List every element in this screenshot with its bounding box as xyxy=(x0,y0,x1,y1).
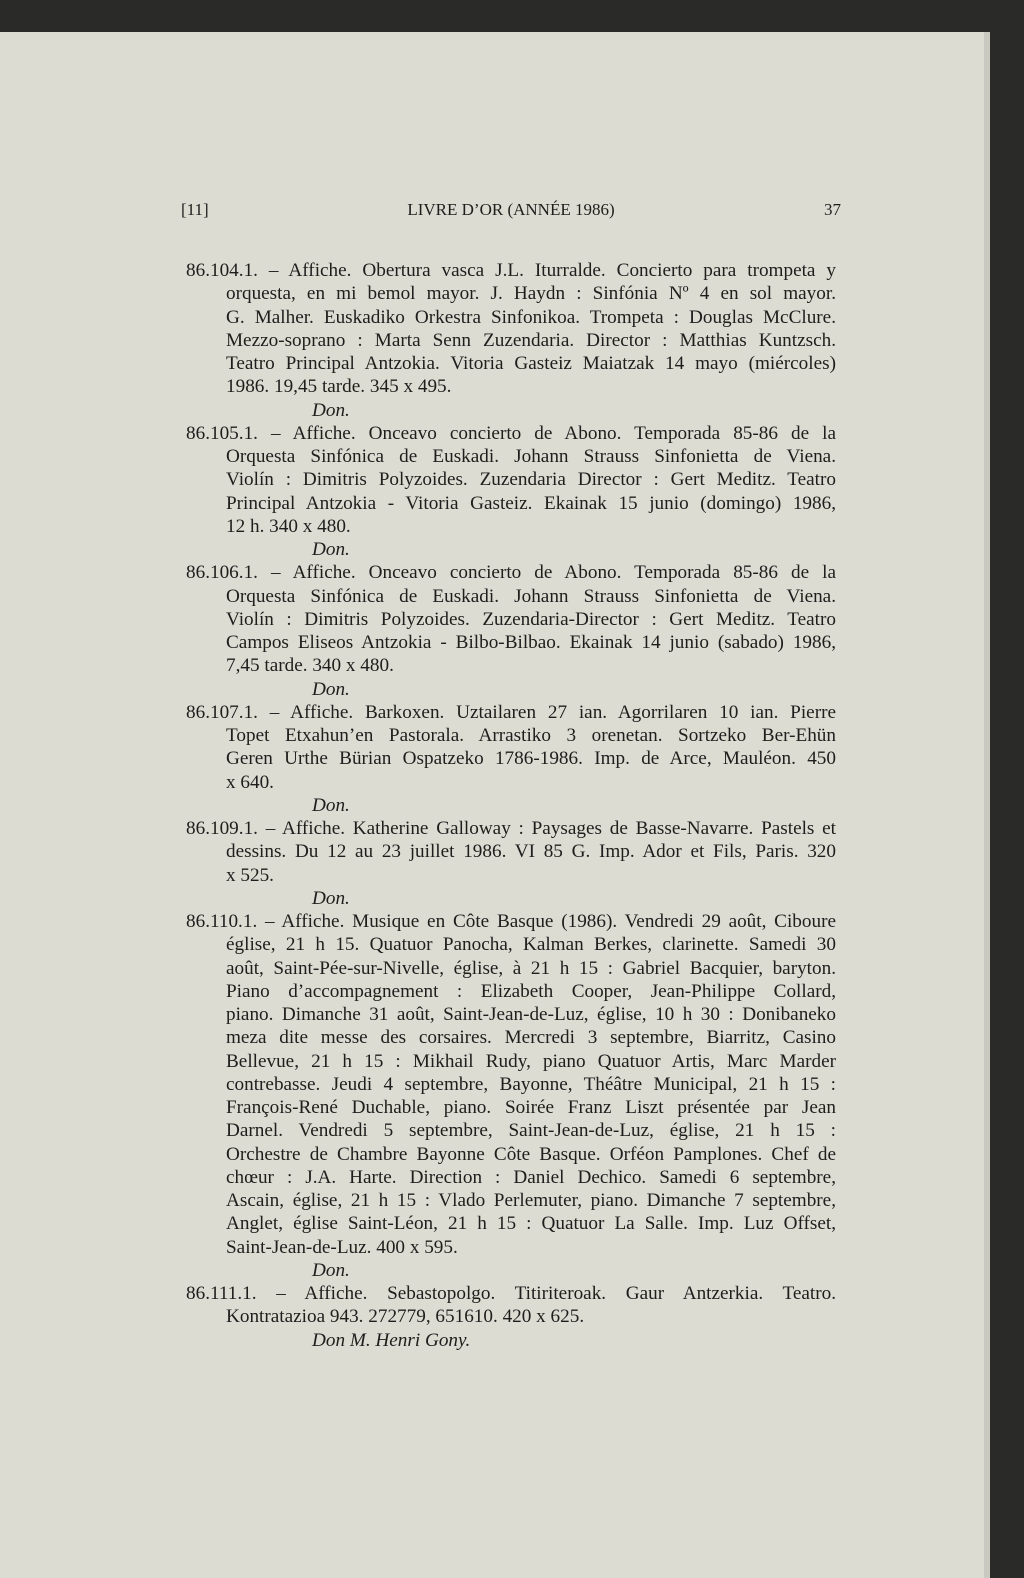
running-title: LIVRE D’OR (ANNÉE 1986) xyxy=(407,200,615,219)
catalogue-entry xyxy=(186,1282,836,1352)
catalogue-entry xyxy=(186,817,836,910)
entry-line: Orquesta Sinfónica de Euskadi. Johann Strauss Sinfonietta de Viena. xyxy=(226,585,836,607)
catalogue-entries xyxy=(186,259,836,1352)
entry-donor: Don M. Henri Gony. xyxy=(312,1329,471,1351)
running-header xyxy=(181,200,841,224)
entry-line: Anglet, église Saint-Léon, 21 h 15 : Quatuor La Salle. Imp. Luz Offset, xyxy=(226,1213,836,1235)
entry-line: août, Saint-Pée-sur-Nivelle, église, à 21 h 15 : Gabriel Bacquier, baryton. xyxy=(226,957,836,979)
entry-line: orquesta, en mi bemol mayor. J. Haydn : Sinfónia Nº 4 en sol mayor. xyxy=(226,283,836,305)
entry-line: meza dite messe des corsaires. Mercredi 3 septembre, Biarritz, Casino xyxy=(226,1027,836,1049)
entry-line: 12 h. 340 x 480. xyxy=(226,515,351,537)
entry-first-line: 86.111.1. – Affiche. Sebastopolgo. Titiriteroak. Gaur Antzerkia. Teatro. xyxy=(186,1283,836,1304)
entry-line: 7,45 tarde. 340 x 480. xyxy=(226,655,394,677)
entry-line: Bellevue, 21 h 15 : Mikhail Rudy, piano Quatuor Artis, Marc Marder xyxy=(226,1050,836,1072)
entry-donor: Don. xyxy=(312,794,350,816)
catalogue-entry xyxy=(186,561,836,701)
catalogue-entry xyxy=(186,422,836,562)
entry-first-line: 86.109.1. – Affiche. Katherine Galloway : Paysages de Basse-Navarre. Pastels et xyxy=(186,818,836,839)
entry-line: Mezzo-soprano : Marta Senn Zuzendaria. Director : Matthias Kuntzsch. xyxy=(226,329,836,351)
entry-line: Teatro Principal Antzokia. Vitoria Gasteiz Maiatzak 14 mayo (miércoles) xyxy=(226,353,836,374)
entry-donor: Don. xyxy=(312,887,350,909)
entry-line: Violín : Dimitris Polyzoides. Zuzendaria-Director : Gert Meditz. Teatro xyxy=(226,608,836,630)
entry-line: Violín : Dimitris Polyzoides. Zuzendaria Director : Gert Meditz. Teatro xyxy=(226,469,836,491)
entry-line: Darnel. Vendredi 5 septembre, Saint-Jean-de-Luz, église, 21 h 15 : xyxy=(226,1120,836,1142)
catalogue-entry xyxy=(186,259,836,422)
entry-line: 1986. 19,45 tarde. 345 x 495. xyxy=(226,376,452,398)
catalogue-entry xyxy=(186,910,836,1282)
entry-line: église, 21 h 15. Quatuor Panocha, Kalman Berkes, clarinette. Samedi 30 xyxy=(226,934,836,956)
entry-line: piano. Dimanche 31 août, Saint-Jean-de-Luz, église, 10 h 30 : Donibaneko xyxy=(226,1004,836,1025)
entry-donor: Don. xyxy=(312,678,350,700)
entry-line: Orquesta Sinfónica de Euskadi. Johann Strauss Sinfonietta de Viena. xyxy=(226,446,836,467)
catalogue-entry xyxy=(186,701,836,817)
entry-first-line: 86.110.1. – Affiche. Musique en Côte Basque (1986). Vendredi 29 août, Ciboure xyxy=(186,911,836,932)
entry-donor: Don. xyxy=(312,1259,350,1281)
entry-line: Topet Etxahun’en Pastorala. Arrastiko 3 orenetan. Sortzeko Ber-Ehün xyxy=(226,725,836,746)
entry-first-line: 86.106.1. – Affiche. Onceavo concierto de Abono. Temporada 85-86 de la xyxy=(186,562,836,584)
entry-first-line: 86.105.1. – Affiche. Onceavo concierto de Abono. Temporada 85-86 de la xyxy=(186,422,836,444)
entry-line: Campos Eliseos Antzokia - Bilbo-Bilbao. Ekainak 14 junio (sabado) 1986, xyxy=(226,632,836,653)
section-number: [11] xyxy=(181,200,209,219)
entry-line: G. Malher. Euskadiko Orkestra Sinfonikoa. Trompeta : Douglas McClure. xyxy=(226,306,836,328)
entry-line: x 640. xyxy=(226,771,274,793)
entry-donor: Don. xyxy=(312,539,350,560)
entry-donor: Don. xyxy=(312,399,350,421)
entry-first-line: 86.104.1. – Affiche. Obertura vasca J.L. Iturralde. Concierto para trompeta y xyxy=(186,260,836,281)
entry-line: chœur : J.A. Harte. Direction : Daniel Dechico. Samedi 6 septembre, xyxy=(226,1166,836,1188)
page-edge xyxy=(984,32,990,1578)
entry-line: Ascain, église, 21 h 15 : Vlado Perlemuter, piano. Dimanche 7 septembre, xyxy=(226,1190,836,1211)
entry-line: François-René Duchable, piano. Soirée Franz Liszt présentée par Jean xyxy=(226,1097,836,1118)
entry-line: dessins. Du 12 au 23 juillet 1986. VI 85 G. Imp. Ador et Fils, Paris. 320 xyxy=(226,841,836,863)
entry-line: Geren Urthe Bürian Ospatzeko 1786-1986. Imp. de Arce, Mauléon. 450 xyxy=(226,748,836,770)
entry-line: Orchestre de Chambre Bayonne Côte Basque. Orféon Pamplones. Chef de xyxy=(226,1143,836,1165)
entry-line: Kontratazioa 943. 272779, 651610. 420 x 625. xyxy=(226,1306,585,1328)
entry-line: contrebasse. Jeudi 4 septembre, Bayonne, Théâtre Municipal, 21 h 15 : xyxy=(226,1073,836,1095)
entry-line: Principal Antzokia - Vitoria Gasteiz. Ekainak 15 junio (domingo) 1986, xyxy=(226,492,836,514)
entry-line: Saint-Jean-de-Luz. 400 x 595. xyxy=(226,1236,458,1258)
entry-first-line: 86.107.1. – Affiche. Barkoxen. Uztailaren 27 ian. Agorrilaren 10 ian. Pierre xyxy=(186,701,836,723)
page-number: 37 xyxy=(824,200,841,219)
entry-line: x 525. xyxy=(226,864,274,886)
entry-line: Piano d’accompagnement : Elizabeth Cooper, Jean-Philippe Collard, xyxy=(226,980,836,1002)
